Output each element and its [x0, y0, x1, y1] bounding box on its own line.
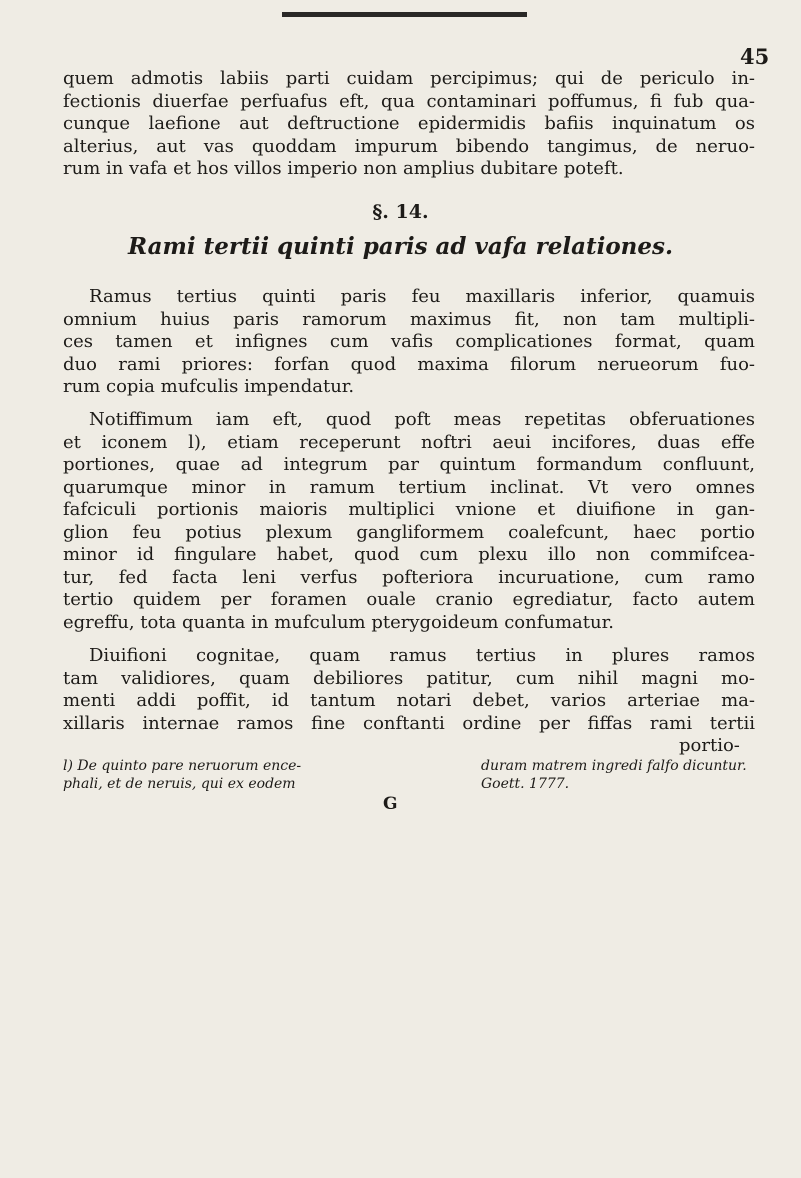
text-line: minor id fingulare habet, quod cum plexu illo non commifcea-	[63, 544, 755, 565]
paragraph-4	[63, 645, 755, 735]
footnote-line: phali, et de neruis, qui ex eodem	[63, 776, 296, 792]
section-number: §. 14.	[372, 201, 429, 223]
text-line: quem admotis labiis parti cuidam percipimus; qui de periculo in-	[63, 68, 755, 89]
footnote-line: duram matrem ingredi falfo dicuntur.	[481, 758, 747, 774]
text-line: rum copia mufculis impendatur.	[63, 376, 355, 397]
text-line: fafciculi portionis maioris multiplici vnione et diuifione in gan-	[63, 499, 755, 520]
text-line: duo rami priores: forfan quod maxima filorum nerueorum fuo-	[63, 353, 755, 375]
paragraph-2	[63, 286, 755, 399]
text-line: et iconem l), etiam receperunt noftri aeui incifores, duas effe	[63, 431, 755, 453]
text-line: egreffu, tota quanta in mufculum pterygoideum confumatur.	[63, 611, 614, 633]
footnote-line: Goett. 1777.	[481, 776, 570, 792]
text-line: menti addi poffit, id tantum notari debet, varios arteriae ma-	[63, 690, 755, 711]
text-line: Ramus tertius quinti paris feu maxillaris inferior, quamuis	[89, 286, 755, 307]
text-line: Notiffimum iam eft, quod poft meas repetitas obferuationes	[89, 409, 755, 430]
text-line: fectionis diuerfae perfuafus eft, qua contaminari poffumus, fi fub qua-	[63, 90, 755, 112]
text-line: ces tamen et infignes cum vafis complicationes format, quam	[63, 331, 755, 352]
section-title: Rami tertii quinti paris ad vafa relationes.	[127, 233, 673, 260]
footnote-right-column	[481, 757, 781, 793]
text-line: tertio quidem per foramen ouale cranio egrediatur, facto autem	[63, 589, 755, 610]
text-line: omnium huius paris ramorum maximus fit, non tam multipli-	[63, 308, 755, 330]
paragraph-1	[63, 68, 755, 181]
page-number: 45	[740, 44, 770, 69]
text-line: rum in vafa et hos villos imperio non amplius dubitare poteft.	[63, 158, 624, 179]
signature-mark: G	[383, 794, 398, 814]
text-line: glion feu potius plexum gangliformem coalefcunt, haec portio	[63, 521, 755, 543]
header-rule	[282, 12, 527, 17]
text-line: Diuifioni cognitae, quam ramus tertius in plures ramos	[89, 645, 755, 666]
text-line: portiones, quae ad integrum par quintum formandum confluunt,	[63, 454, 755, 475]
text-line: tur, fed facta leni verfus pofteriora incuruatione, cum ramo	[63, 566, 755, 588]
footnote-line: l) De quinto pare neruorum ence-	[63, 758, 302, 774]
text-line: alterius, aut vas quoddam impurum bibendo tangimus, de neruo-	[63, 135, 755, 157]
catchword: portio-	[679, 735, 740, 756]
text-line: xillaris internae ramos fine conftanti ordine per fiffas rami tertii	[63, 712, 755, 734]
text-line: tam validiores, quam debiliores patitur, cum nihil magni mo-	[63, 667, 755, 689]
paragraph-3	[63, 409, 755, 634]
text-line: cunque laefione aut deftructione epidermidis bafiis inquinatum os	[63, 113, 755, 134]
text-line: quarumque minor in ramum tertium inclinat. Vt vero omnes	[63, 476, 755, 498]
footnote-left-column	[63, 757, 423, 793]
